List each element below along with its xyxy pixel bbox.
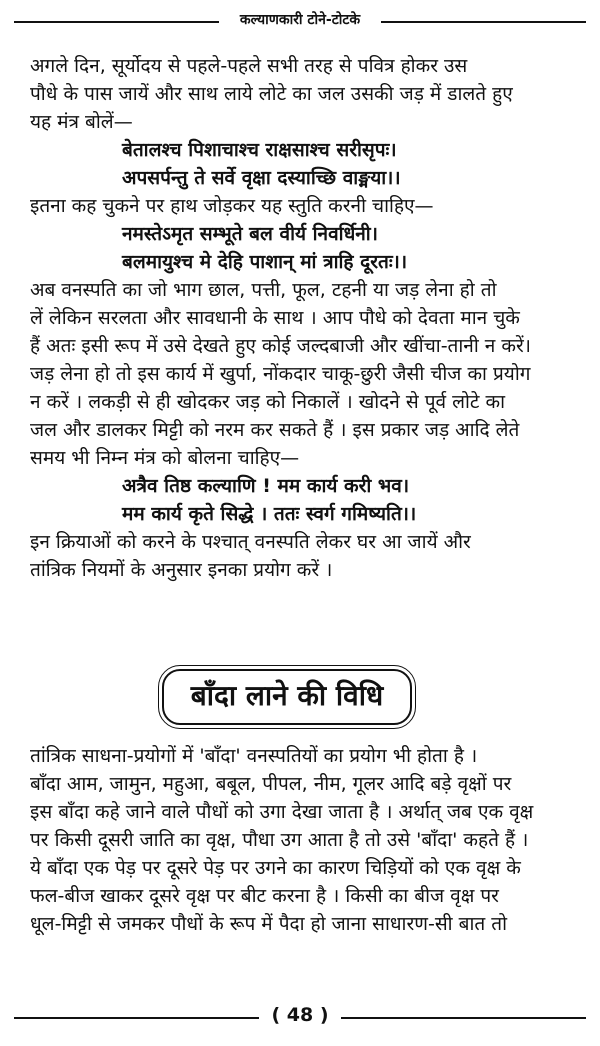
footer-rule-left [14, 1017, 259, 1019]
mantra-line: अत्रैव तिष्ठ कल्याणि ! मम कार्य करी भव। [122, 475, 410, 497]
mantra-line: अपसर्पन्तु ते सर्वे वृक्षा दस्याच्छि वाङ्मया।। [122, 167, 401, 189]
body-line: बाँदा आम, जामुन, महुआ, बबूल, पीपल, नीम, गूलर आदि बड़े वृक्षों पर [30, 773, 512, 795]
header-title: कल्याणकारी टोने-टोटके [239, 12, 361, 28]
body-line: हैं अतः इसी रूप में उसे देखते हुए कोई जल्दबाजी और खींचा-तानी न करें। [30, 335, 531, 357]
mantra-line: बेतालश्च पिशाचाश्च राक्षसाश्च सरीसृपः। [122, 139, 397, 161]
body-line: तांत्रिक साधना-प्रयोगों में 'बाँदा' वनस्पतियों का प्रयोग भी होता है । [30, 745, 478, 767]
body-line: यह मंत्र बोलें— [30, 111, 133, 133]
footer-rule-right [341, 1017, 586, 1019]
section-text [30, 742, 582, 938]
mantra-line: बलमायुश्च मे देहि पाशान् मां त्राहि दूरतः।। [122, 251, 408, 273]
mantra-line: नमस्तेऽमृत सम्भूते बल वीर्य निवर्धिनी। [122, 223, 378, 245]
mantra-line: मम कार्य कृते सिद्धे । ततः स्वर्ग गमिष्यति।। [122, 503, 417, 525]
section-heading: बाँदा लाने की विधि [162, 669, 412, 725]
body-line: समय भी निम्न मंत्र को बोलना चाहिए— [30, 447, 300, 469]
body-line: इतना कह चुकने पर हाथ जोड़कर यह स्तुति करनी चाहिए— [30, 195, 434, 217]
body-line: ये बाँदा एक पेड़ पर दूसरे पेड़ पर उगने का कारण चिड़ियों को एक वृक्ष के [30, 857, 521, 879]
body-line: जड़ लेना हो तो इस कार्य में खुर्पा, नोंकदार चाकू-छुरी जैसी चीज का प्रयोग [30, 363, 531, 385]
body-line: लें लेकिन सरलता और सावधानी के साथ । आप पौधे को देवता मान चुके [30, 307, 520, 329]
body-line: इस बाँदा कहे जाने वाले पौधों को उगा देखा जाता है । अर्थात् जब एक वृक्ष [30, 801, 534, 823]
body-line: पौधे के पास जायें और साथ लाये लोटे का जल उसकी जड़ में डालते हुए [30, 83, 513, 105]
header-rule-left [14, 21, 219, 23]
body-line: अब वनस्पति का जो भाग छाल, पत्ती, फूल, टहनी या जड़ लेना हो तो [30, 279, 497, 301]
body-line: इन क्रियाओं को करने के पश्चात् वनस्पति लेकर घर आ जायें और [30, 531, 471, 553]
header-rule-right [381, 21, 586, 23]
running-header [14, 6, 586, 36]
page-number: ( 48 ) [271, 1004, 329, 1026]
body-line: जल और डालकर मिट्टी को नरम कर सकते हैं । इस प्रकार जड़ आदि लेते [30, 419, 520, 441]
body-line: अगले दिन, सूर्योदय से पहले-पहले सभी तरह से पवित्र होकर उस [30, 55, 468, 77]
body-line: तांत्रिक नियमों के अनुसार इनका प्रयोग करें । [30, 559, 333, 581]
body-text [30, 52, 582, 584]
body-line: फल-बीज खाकर दूसरे वृक्ष पर बीट करना है । किसी का बीज वृक्ष पर [30, 885, 499, 907]
page-footer [14, 1002, 586, 1032]
body-line: धूल-मिट्टी से जमकर पौधों के रूप में पैदा हो जाना साधारण-सी बात तो [30, 913, 508, 935]
body-line: न करें । लकड़ी से ही खोदकर जड़ को निकालें । खोदने से पूर्व लोटे का [30, 391, 506, 413]
body-line: पर किसी दूसरी जाति का वृक्ष, पौधा उग आता है तो उसे 'बाँदा' कहते हैं । [30, 829, 529, 851]
